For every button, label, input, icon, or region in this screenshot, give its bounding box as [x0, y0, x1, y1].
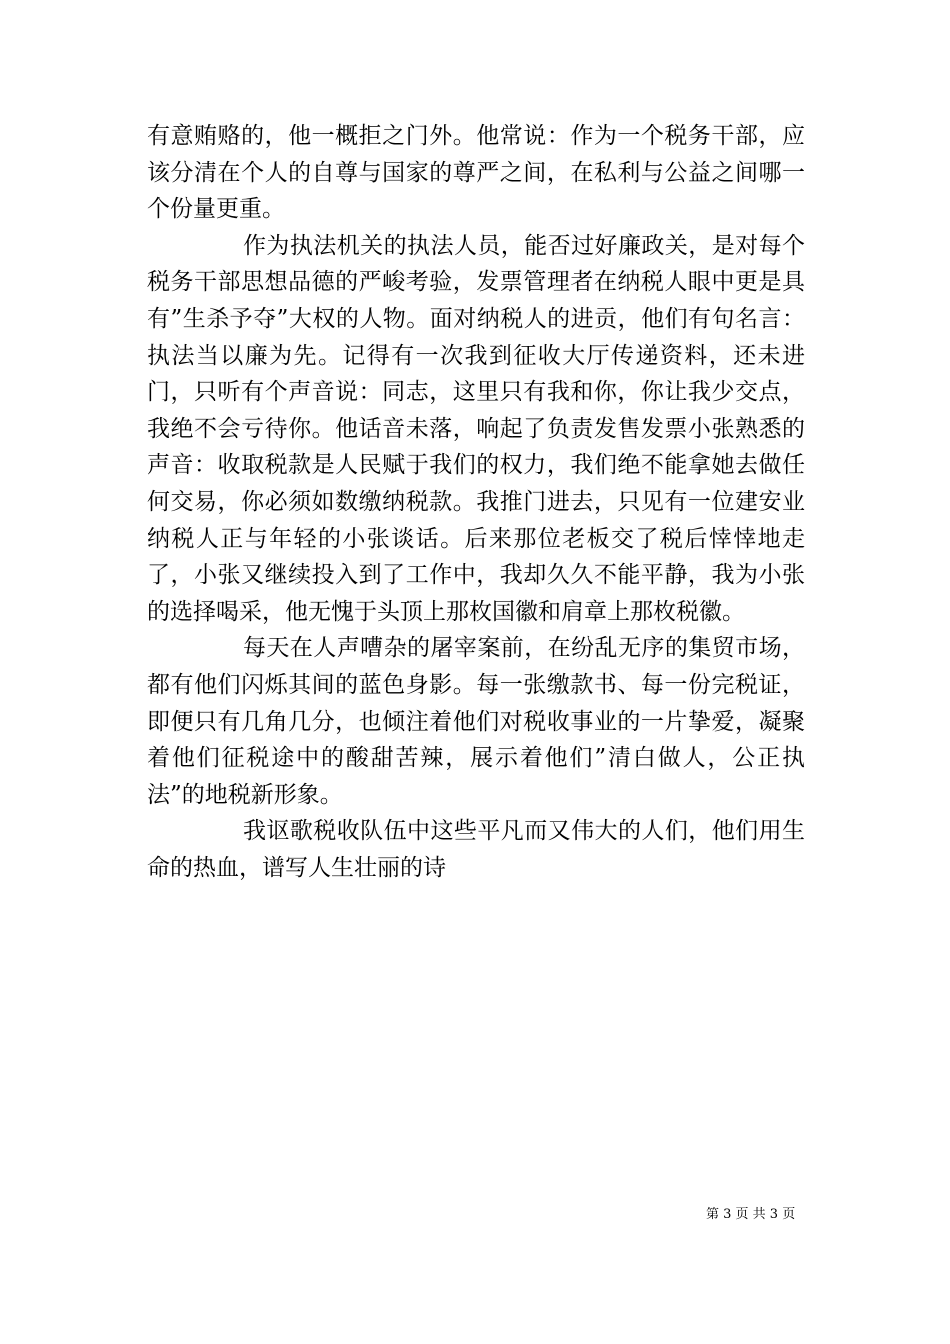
paragraph-tribute: 我讴歌税收队伍中这些平凡而又伟大的人们，他们用生命的热血，谱写人生壮丽的诗 [147, 818, 805, 881]
page-number-footer: 第 3 页 共 3 页 [706, 1207, 796, 1222]
paragraph-integrity: 作为执法机关的执法人员，能否过好廉政关，是对每个税务干部思想品德的严峻考验，发票管理者在纳税人眼中更是具有”生杀予夺”大权的人物。面对纳税人的进贡，他们有句名言：执法当以廉为先。记得有一次我到征收大厅传递资料，还未进门，只听有个声音说：同志，这里只有我和你，你让我少交点，我绝不会亏待你。他话音未落，响起了负责发售发票小张熟悉的声音：收取税款是人民赋于我们的权力，我们绝不能拿她去做任何交易，你必须如数缴纳税款。我推门进去，只见有一位建安业纳税人正与年轻的小张谈话。后来那位老板交了税后悻悻地走了，小张又继续投入到了工作中，我却久久不能平静，我为小张的选择喝采，他无愧于头顶上那枚国徽和肩章上那枚税徽。 [147, 232, 805, 625]
document-body [147, 118, 805, 886]
paragraph-continuation: 有意贿赂的，他一概拒之门外。他常说：作为一个税务干部，应该分清在个人的自尊与国家的尊严之间，在私利与公益之间哪一个份量更重。 [147, 123, 805, 223]
paragraph-daily-work: 每天在人声嘈杂的屠宰案前，在纷乱无序的集贸市场，都有他们闪烁其间的蓝色身影。每一张缴款书、每一份完税证，即便只有几角几分，也倾注着他们对税收事业的一片挚爱，凝聚着他们征税途中的酸甜苦辣，展示着他们”清白做人，公正执法”的地税新形象。 [147, 635, 805, 808]
